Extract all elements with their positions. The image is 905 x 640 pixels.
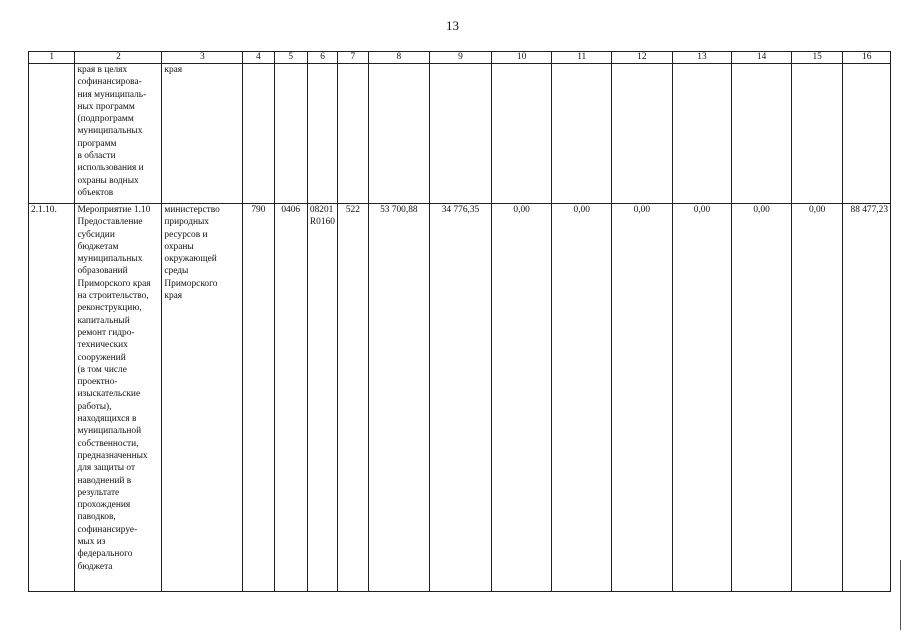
row-executor-cell: министерство природных ресурсов и охраны окружающей среды Приморского края bbox=[162, 204, 243, 592]
table-cell: 790 bbox=[243, 204, 274, 592]
row-description-cell: края в целях софинансирова- ния муниципаль- ных программ (подпрограмм муниципальных программ в области использования и охраны водных объектов bbox=[75, 64, 162, 204]
table-cell bbox=[612, 64, 673, 204]
header-cell: 6 bbox=[307, 52, 337, 64]
table-row bbox=[29, 64, 891, 204]
table-cell bbox=[338, 64, 368, 204]
table-cell: 53 700,88 bbox=[368, 204, 430, 592]
table-cell bbox=[552, 64, 612, 204]
header-cell: 8 bbox=[368, 52, 430, 64]
header-cell: 2 bbox=[75, 52, 162, 64]
row-executor-cell: края bbox=[162, 64, 243, 204]
header-cell: 5 bbox=[274, 52, 307, 64]
table-cell bbox=[491, 64, 552, 204]
header-cell: 10 bbox=[491, 52, 552, 64]
table-cell bbox=[791, 64, 843, 204]
table-cell: 522 bbox=[338, 204, 368, 592]
table-cell: 08201 R0160 bbox=[307, 204, 337, 592]
table-cell: 0,00 bbox=[672, 204, 732, 592]
table-row bbox=[29, 204, 891, 592]
row-code-cell: 2.1.10. bbox=[29, 204, 75, 592]
header-cell: 15 bbox=[791, 52, 843, 64]
table-cell bbox=[274, 64, 307, 204]
budget-table bbox=[28, 51, 891, 592]
table-cell: 88 477,23 bbox=[843, 204, 891, 592]
table-cell bbox=[732, 64, 792, 204]
header-cell: 16 bbox=[843, 52, 891, 64]
header-cell: 4 bbox=[243, 52, 274, 64]
table-header-row bbox=[29, 52, 891, 64]
table-cell bbox=[307, 64, 337, 204]
header-cell: 9 bbox=[430, 52, 492, 64]
page-number: 13 bbox=[446, 18, 459, 33]
table-cell bbox=[243, 64, 274, 204]
table-cell bbox=[843, 64, 891, 204]
table-cell: 0,00 bbox=[732, 204, 792, 592]
table-cell: 0,00 bbox=[491, 204, 552, 592]
table-cell: 34 776,35 bbox=[430, 204, 492, 592]
header-cell: 12 bbox=[612, 52, 673, 64]
header-cell: 14 bbox=[732, 52, 792, 64]
table-cell: 0,00 bbox=[791, 204, 843, 592]
table-cell: 0406 bbox=[274, 204, 307, 592]
page-edge-line bbox=[900, 560, 905, 630]
table-cell: 0,00 bbox=[612, 204, 673, 592]
table-cell: 0,00 bbox=[552, 204, 612, 592]
table-cell bbox=[672, 64, 732, 204]
table-cell bbox=[368, 64, 430, 204]
header-cell: 7 bbox=[338, 52, 368, 64]
header-cell: 11 bbox=[552, 52, 612, 64]
row-description-cell: Мероприятие 1.10 Предоставление субсидии бюджетам муниципальных образований Приморского края на строительство, реконструкцию, капитальный ремонт гидро- технических сооружений (в том числе проектно- изыскательские работы), находящихся в муниципальной собственности, предназначенных для защиты от наводнений в результате прохождения паводков, софинансируе- мых из федерального бюджета bbox=[75, 204, 162, 592]
header-cell: 1 bbox=[29, 52, 75, 64]
header-cell: 13 bbox=[672, 52, 732, 64]
row-code-cell bbox=[29, 64, 75, 204]
table-cell bbox=[430, 64, 492, 204]
header-cell: 3 bbox=[162, 52, 243, 64]
